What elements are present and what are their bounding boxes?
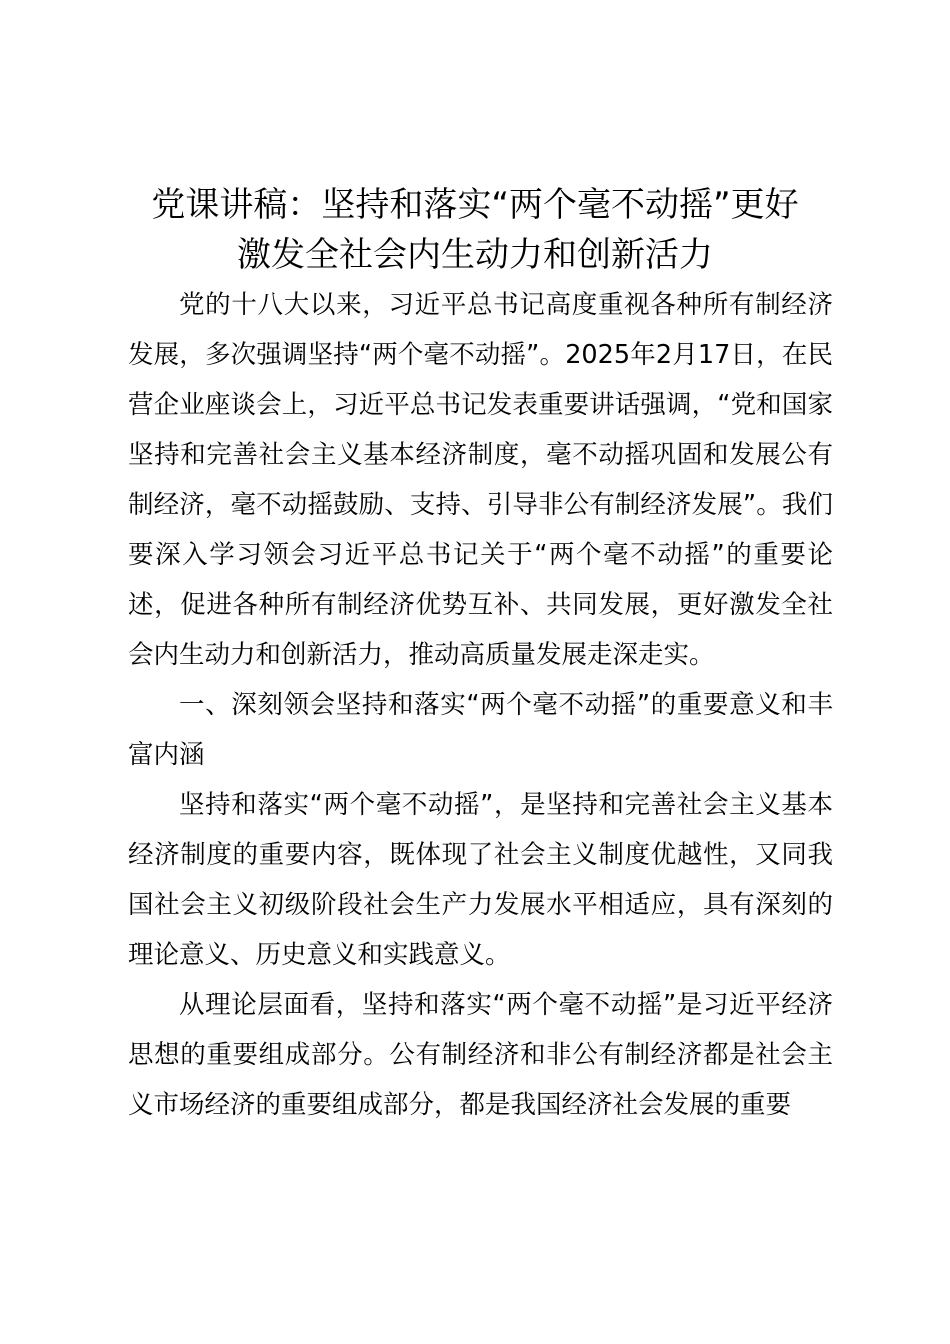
- intro-paragraph: 党的十八大以来，习近平总书记高度重视各种所有制经济发展，多次强调坚持“两个毫不动摇”。2025年2月17日，在民营企业座谈会上，习近平总书记发表重要讲话强调，“党和国家坚持和完善社会主义基本经济制度，毫不动摇巩固和发展公有制经济，毫不动摇鼓励、支持、引导非公有制经济发展”。我们要深入学习领会习近平总书记关于“两个毫不动摇”的重要论述，促进各种所有制经济优势互补、共同发展，更好激发全社会内生动力和创新活力，推动高质量发展走深走实。: [128, 290, 833, 670]
- document-body: [128, 280, 833, 1130]
- title-line-2: 激发全社会内生动力和创新活力: [237, 235, 713, 275]
- document-title: [100, 180, 850, 280]
- body-paragraph: 从理论层面看，坚持和落实“两个毫不动摇”是习近平经济思想的重要组成部分。公有制经济和非公有制经济都是社会主义市场经济的重要组成部分，都是我国经济社会发展的重要: [128, 990, 833, 1120]
- section-heading: 一、深刻领会坚持和落实“两个毫不动摇”的重要意义和丰富内涵: [128, 690, 833, 770]
- body-paragraph: 坚持和落实“两个毫不动摇”，是坚持和完善社会主义基本经济制度的重要内容，既体现了社会主义制度优越性，又同我国社会主义初级阶段社会生产力发展水平相适应，具有深刻的理论意义、历史意义和实践意义。: [128, 790, 833, 970]
- title-line-1: 党课讲稿：坚持和落实“两个毫不动摇”更好: [151, 185, 799, 225]
